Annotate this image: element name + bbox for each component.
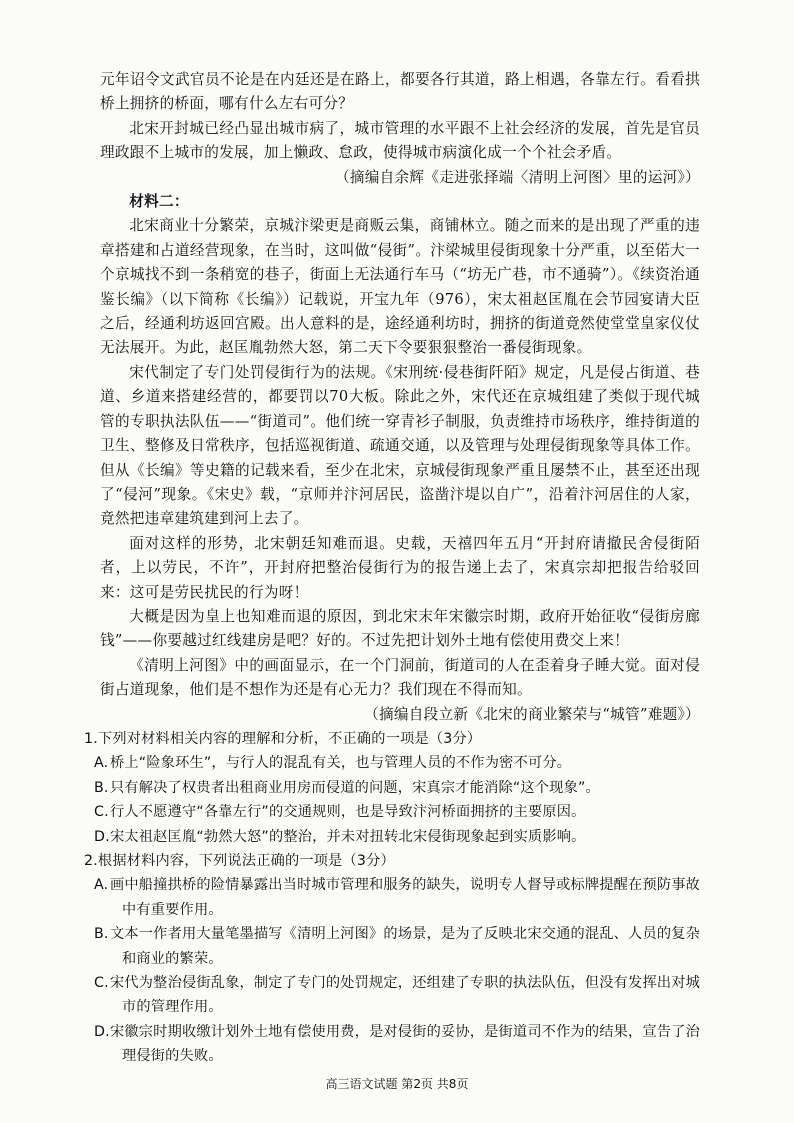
- paragraph-1: 元年诏令文武官员不论是在内廷还是在路上，都要各行其道，路上相遇，各靠左行。看看拱桥上拥挤的桥面，哪有什么左右可分？: [100, 71, 700, 113]
- option-text: 行人不愿遵守“各靠左行”的交通规则，也是导致汴河桥面拥挤的主要原因。: [110, 804, 586, 821]
- option-letter: D.: [94, 828, 110, 845]
- paragraph-6: 大概是因为皇上也知难而退的原因，到北宋末年宋徽宗时期，政府开始征收“侵街房廊钱”——你要越过红线建房是吧？好的。不过先把计划外土地有偿使用费交上来！: [100, 607, 700, 650]
- option-text: 文本一作者用大量笔墨描写《清明上河图》的场景，是为了反映北宋交通的混乱、人员的复杂和商业的繁荣。: [110, 926, 700, 967]
- option-letter: C.: [94, 804, 109, 821]
- option-text: 桥上“险象环生”，与行人的混乱有关，也与管理人员的不作为密不可分。: [110, 755, 572, 772]
- source-citation-2: （摘编自段立新《北宋的商业繁荣与“城管”难题》）: [364, 705, 700, 723]
- question-2-option-b: [94, 922, 700, 971]
- material-2-heading: 材料二：: [129, 193, 189, 211]
- question-1-option-a: [94, 751, 700, 775]
- paragraph-3: 北宋商业十分繁荣，京城汴梁更是商贩云集，商铺林立。随之而来的是出现了严重的违章搭建和占道经营现象，在当时，这叫做“侵街”。汴梁城里侵街现象十分严重，以至偌大一个京城找不到一条稍宽的巷子，街面上无法通行车马（“坊无广巷，市不通骑”）。《续资治通鉴长编》（以下简称《长编》）记载说，开宝九年（976），宋太祖赵匡胤在会节园宴请大臣之后，经通利坊返回宫殿。出人意料的是，途经通利坊时，拥挤的街道竟然使堂堂皇家仪仗无法展开。为此，赵匡胤勃然大怒，第二天下令要狠狠整治一番侵街现象。: [100, 217, 700, 357]
- page-content: [84, 68, 700, 1069]
- question-2-option-a: [94, 873, 700, 922]
- option-letter: A.: [94, 877, 109, 894]
- option-letter: C.: [94, 975, 109, 992]
- question-1-option-d: [94, 825, 700, 849]
- option-letter: B.: [94, 926, 109, 943]
- question-2-option-c: [94, 971, 700, 1020]
- option-letter: D.: [94, 1023, 110, 1040]
- paragraph-4: 宋代制定了专门处罚侵街行为的法规。《宋刑统·侵巷街阡陌》规定，凡是侵占街道、巷道、乡道来搭建经营的，都要罚以70大板。除此之外，宋代还在京城组建了类似于现代城管的专职执法队伍——“街道司”。他们统一穿青衫子制服，负责维持市场秩序，维持街道的卫生、整修及日常秩序，包括巡视街道、疏通交通，以及管理与处理侵街现象等具体工作。但从《长编》等史籍的记载来看，至少在北宋，京城侵街现象严重且屡禁不止，甚至还出现了“侵河”现象。《宋史》载，“京师并汴河居民，盗凿汴堤以自广”，沿着汴河居住的人家，竟然把违章建筑建到河上去了。: [100, 363, 700, 528]
- option-text: 宋太祖赵匡胤“勃然大怒”的整治，并未对扭转北宋侵街现象起到实质影响。: [110, 828, 586, 845]
- option-letter: B.: [94, 779, 109, 796]
- option-letter: A.: [94, 755, 109, 772]
- paragraph-2: 北宋开封城已经凸显出城市病了，城市管理的水平跟不上社会经济的发展，首先是官员理政跟不上城市的发展，加上懒政、怠政，使得城市病演化成一个个社会矛盾。: [100, 119, 700, 162]
- question-2-option-d: [94, 1020, 700, 1069]
- option-text: 只有解决了权贵者出租商业用房而侵道的问题，宋真宗才能消除“这个现象”。: [110, 779, 600, 796]
- option-text: 宋徽宗时期收缴计划外土地有偿使用费，是对侵街的妥协，是街道司不作为的结果，宣告了治理侵街的失败。: [110, 1023, 700, 1065]
- paragraph-7: 《清明上河图》中的画面显示，在一个门洞前，街道司的人在歪着身子睡大觉。面对侵街占道现象，他们是不想作为还是有心无力？我们现在不得而知。: [100, 656, 700, 699]
- source-citation-1: （摘编自余辉《走进张择端〈清明上河图〉里的运河》）: [334, 168, 700, 186]
- option-text: 宋代为整治侵街乱象，制定了专门的处罚规定，还组建了专职的执法队伍，但没有发挥出对城市的管理作用。: [110, 975, 700, 1016]
- question-1-option-c: [94, 800, 700, 824]
- question-1-option-b: [94, 776, 700, 800]
- question-2-stem: 2.根据材料内容，下列说法正确的一项是（3分）: [84, 853, 395, 869]
- option-text: 画中船撞拱桥的险情暴露出当时城市管理和服务的缺失，说明专人督导或标牌提醒在预防事故中有重要作用。: [110, 877, 700, 918]
- page-footer: 高三语文试题 第2页 共8页: [325, 1077, 469, 1091]
- paragraph-5: 面对这样的形势，北宋朝廷知难而退。史载，天禧四年五月“开封府请撤民舍侵街陌者，上以劳民，不许”，开封府把整治侵街行为的报告递上去了，宋真宗却把报告给驳回来：这可是劳民扰民的行为呀！: [100, 534, 700, 601]
- question-1-stem: 1.下列对材料相关内容的理解和分析，不正确的一项是（3分）: [84, 730, 482, 747]
